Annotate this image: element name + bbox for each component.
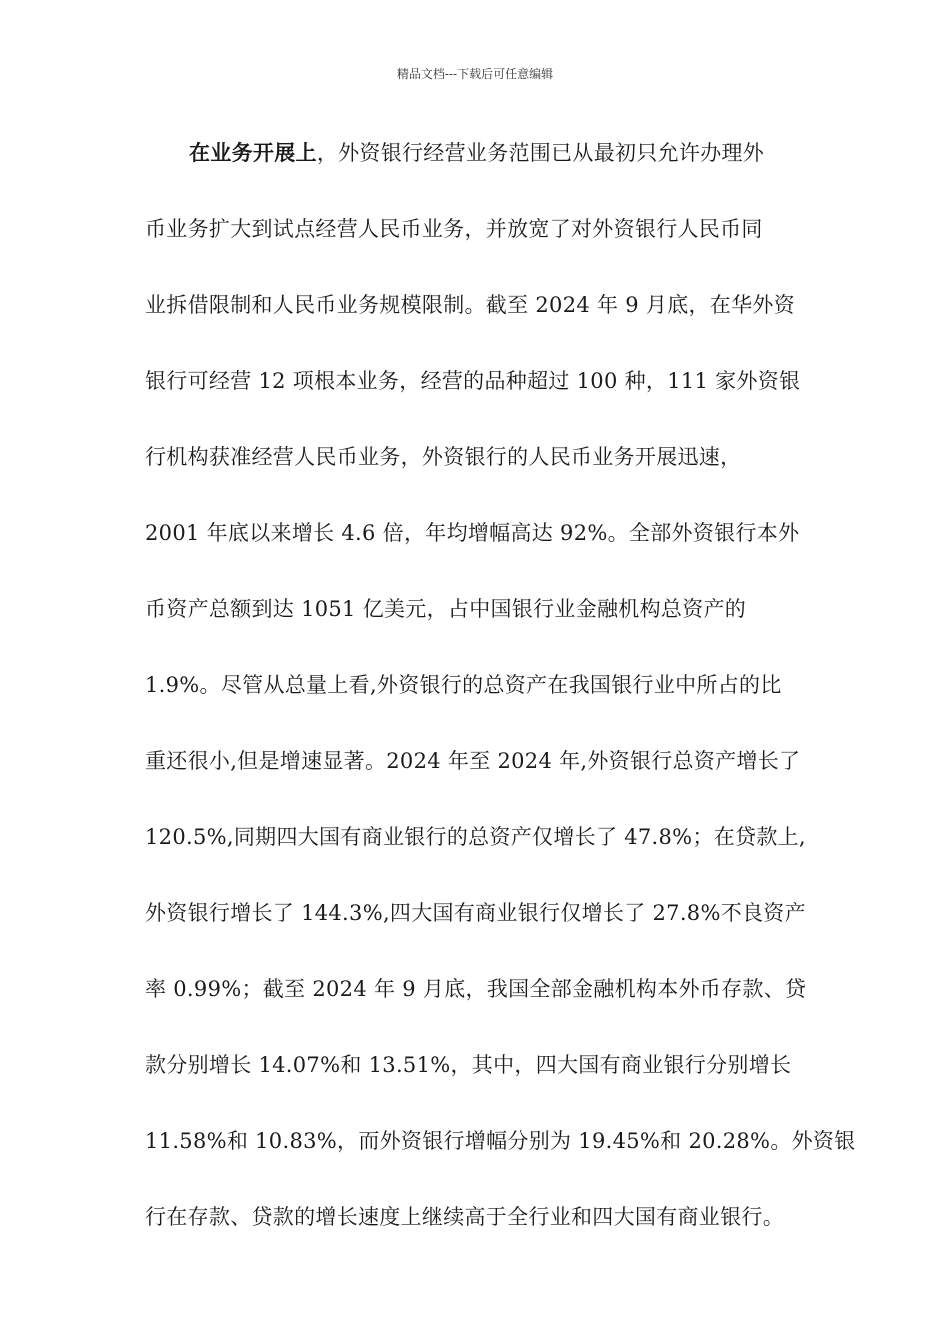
paragraph-line-9: 重还很小,但是增速显著。2024 年至 2024 年,外资银行总资产增长了 [145, 749, 801, 773]
paragraph-line-14: 11.58%和 10.83%，而外资银行增幅分别为 19.45%和 20.28%。外资银 [145, 1129, 856, 1153]
paragraph-line-6: 2001 年底以来增长 4.6 倍，年均增幅高达 92%。全部外资银行本外 [145, 521, 800, 545]
paragraph-line-7: 币资产总额到达 1051 亿美元，占中国银行业金融机构总资产的 [145, 597, 747, 621]
lead-heading: 在业务开展上 [189, 140, 317, 165]
paragraph-line-12: 率 0.99%；截至 2024 年 9 月底，我国全部金融机构本外币存款、贷 [145, 977, 807, 1001]
paragraph-line-3: 业拆借限制和人民币业务规模限制。截至 2024 年 9 月底，在华外资 [145, 293, 796, 317]
paragraph-line-8: 1.9%。尽管从总量上看,外资银行的总资产在我国银行业中所占的比 [145, 673, 782, 697]
body-paragraph [145, 133, 856, 1273]
paragraph-line-10: 120.5%,同期四大国有商业银行的总资产仅增长了 47.8%；在贷款上, [145, 825, 806, 849]
paragraph-line-4: 银行可经营 12 项根本业务，经营的品种超过 100 种，111 家外资银 [145, 369, 801, 393]
line-text: ，外资银行经营业务范围已从最初只允许办理外 [316, 141, 765, 165]
paragraph-line-1 [145, 133, 810, 209]
paragraph-line-5: 行机构获准经营人民币业务，外资银行的人民币业务开展迅速， [145, 445, 742, 469]
paragraph-line-15: 行在存款、贷款的增长速度上继续高于全行业和四大国有商业银行。 [145, 1205, 784, 1229]
paragraph-line-2: 币业务扩大到试点经营人民币业务，并放宽了对外资银行人民币同 [145, 217, 763, 241]
page-header: 精品文档---下载后可任意编辑 [396, 67, 554, 81]
paragraph-line-11: 外资银行增长了 144.3%,四大国有商业银行仅增长了 27.8%不良资产 [145, 901, 806, 925]
paragraph-line-13: 款分别增长 14.07%和 13.51%，其中，四大国有商业银行分别增长 [145, 1053, 792, 1077]
